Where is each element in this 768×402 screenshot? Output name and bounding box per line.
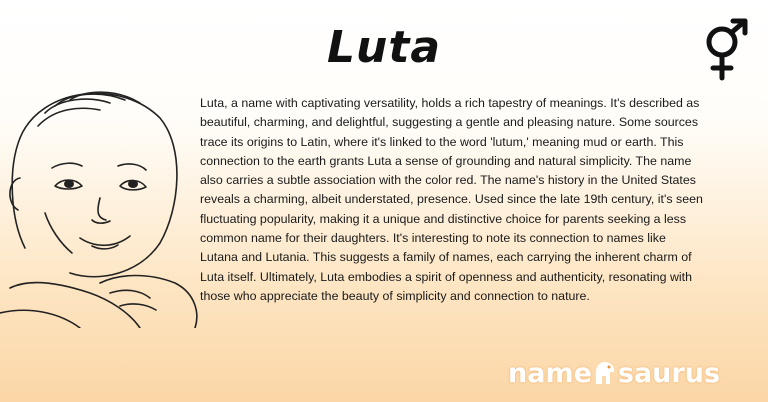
name-description: Luta, a name with captivating versatility, holds a rich tapestry of meanings. It's described as beautiful, charming, and delightful, suggesting a gentle and pleasing nature. Some sources trace its origins to Latin, where it's linked to the word 'lutum,' meaning mud or earth. This connection to the earth grants Luta a sense of grounding and natural simplicity. The name also carries a subtle association with the color red. The name's history in the United States reveals a charming, albeit understated, presence. Used since the late 19th century, it's seen fluctuating popularity, making it a unique and distinctive choice for parents seeking a less common name for their daughters. It's interesting to note its connection to names like Lutana and Lutania. This suggests a family of names, each carrying the inherent charm of Luta itself. Ultimately, Luta embodies a spirit of openness and authenticity, resonating with those who appreciate the beauty of simplicity and connection to nature. [200,96,703,303]
baby-illustration [0,78,205,328]
dinosaur-icon [592,358,618,386]
logo-text-name: name [508,357,592,389]
page-title: Luta [326,22,442,73]
namesaurus-logo[interactable] [508,356,728,390]
logo-text-saurus: saurus [617,357,721,389]
male-female-symbol-icon [700,18,752,82]
